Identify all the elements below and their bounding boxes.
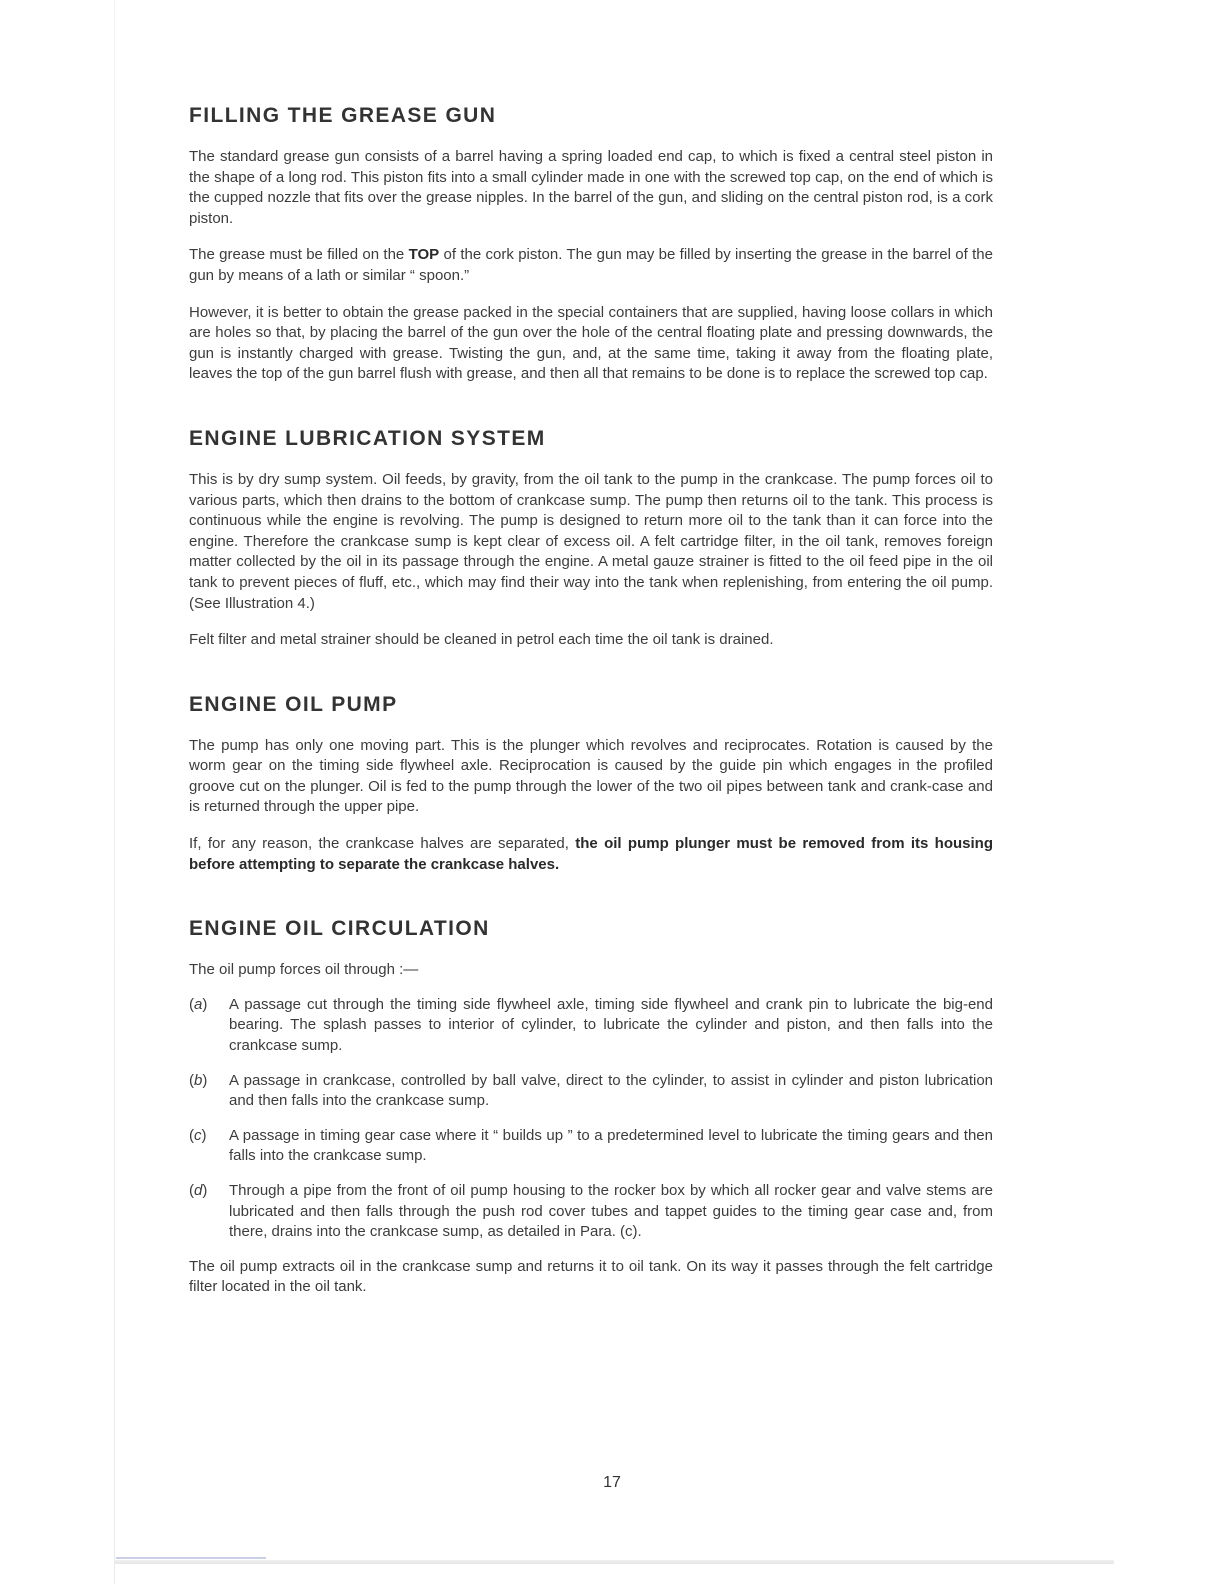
paragraph: The standard grease gun consists of a barrel having a spring loaded end cap, to which is fixed a central steel piston in the shape of a long rod. This piston fits into a small cylinder made in one with the screwed top cap, on the end of which is the cupped nozzle that fits over the grease nipples. In the barrel of the gun, and sliding on the central piston rod, is a cork piston.	[189, 148, 993, 227]
circulation-list	[189, 995, 993, 1243]
list-label: (c)	[189, 1126, 207, 1144]
scan-left-edge	[114, 0, 115, 1584]
section-heading: ENGINE OIL PUMP	[189, 692, 398, 716]
section-engine-oil-pump	[189, 691, 993, 876]
list-label: (a)	[189, 995, 208, 1013]
page-content	[189, 102, 993, 1298]
list-item	[189, 1126, 993, 1167]
section-engine-lubrication	[189, 425, 993, 651]
scan-edge-mark	[116, 1557, 266, 1559]
bold-text: TOP	[408, 246, 440, 264]
section-heading: ENGINE LUBRICATION SYSTEM	[189, 426, 546, 450]
paragraph	[189, 834, 993, 875]
list-item	[189, 1181, 993, 1243]
paragraph: However, it is better to obtain the grease packed in the special containers that are supplied, having loose collars in which are holes so that, by placing the barrel of the gun over the hole of the central floating plate and pressing downwards, the gun is instantly charged with grease. Twisting the gun, and, at the same time, taking it away from the floating plate, leaves the top of the gun barrel flush with grease, and then all that remains to be done is to replace the screwed top cap.	[189, 303, 993, 383]
section-heading: ENGINE OIL CIRCULATION	[189, 917, 490, 941]
section-engine-oil-circulation	[189, 915, 993, 1298]
paragraph	[189, 245, 993, 286]
closing-paragraph: The oil pump extracts oil in the crankcase sump and returns it to oil tank. On its way it passes through the felt cartridge filter located in the oil tank.	[189, 1257, 993, 1296]
scan-bottom-edge	[114, 1560, 1114, 1564]
text-run: of the cork piston. The gun may be filled by inserting the grease in the barrel of the gun by means of a lath or similar “ spoon.”	[189, 246, 993, 284]
section-filling-grease-gun	[189, 102, 993, 385]
paragraph: Felt filter and metal strainer should be cleaned in petrol each time the oil tank is drained.	[189, 631, 774, 649]
text-run: The grease must be filled on the	[189, 246, 409, 264]
list-item-text: A passage in crankcase, controlled by ball valve, direct to the cylinder, to assist in cylinder and piston lubrication and then falls into the crankcase sump.	[229, 1071, 993, 1110]
paragraph: This is by dry sump system. Oil feeds, by gravity, from the oil tank to the pump in the crankcase. The pump forces oil to various parts, which then drains to the bottom of crankcase sump. The pump then returns oil to the tank. This process is continuous while the engine is revolving. The pump is designed to return more oil to the tank than it can force into the engine. Therefore the crankcase sump is kept clear of excess oil. A felt cartridge filter, in the oil tank, removes foreign matter collected by the oil in its passage through the engine. A metal gauze strainer is fitted to the oil feed pipe in the oil tank to prevent pieces of fluff, etc., which may find their way into the tank when replenishing, from entering the oil pump. (See Illustration 4.)	[189, 470, 993, 612]
paragraph: The pump has only one moving part. This is the plunger which revolves and reciprocates. Rotation is caused by the worm gear on the timing side flywheel axle. Reciprocation is caused by the guide pin which engages in the profiled groove cut on the plunger. Oil is fed to the pump through the lower of the two oil pipes between tank and crank-case and is returned through the upper pipe.	[189, 736, 993, 816]
text-run: If, for any reason, the crankcase halves are separated,	[189, 835, 576, 853]
list-item-text: A passage in timing gear case where it “ builds up ” to a predetermined level to lubricate the timing gears and then falls into the crankcase sump.	[229, 1126, 993, 1165]
list-item-text: A passage cut through the timing side flywheel axle, timing side flywheel and crank pin to lubricate the big-end bearing. The splash passes to interior of cylinder, to lubricate the cylinder and piston, and then falls into the crankcase sump.	[229, 995, 993, 1055]
list-item-text: Through a pipe from the front of oil pump housing to the rocker box by which all rocker gear and valve stems are lubricated and then falls through the push rod cover tubes and tappet guides to the timing gear case and, from there, drains into the crankcase sump, as detailed in Para. (c).	[229, 1182, 993, 1241]
bold-text: the oil pump plunger must be removed from its housing before attempting to separate the crankcase halves.	[189, 835, 994, 873]
list-item	[189, 995, 993, 1057]
section-heading: FILLING THE GREASE GUN	[189, 104, 497, 127]
list-label: (b)	[189, 1071, 208, 1089]
page-number: 17	[603, 1474, 621, 1491]
list-item	[189, 1071, 993, 1112]
list-label: (d)	[189, 1182, 208, 1199]
intro-text: The oil pump forces oil through :—	[189, 961, 419, 979]
